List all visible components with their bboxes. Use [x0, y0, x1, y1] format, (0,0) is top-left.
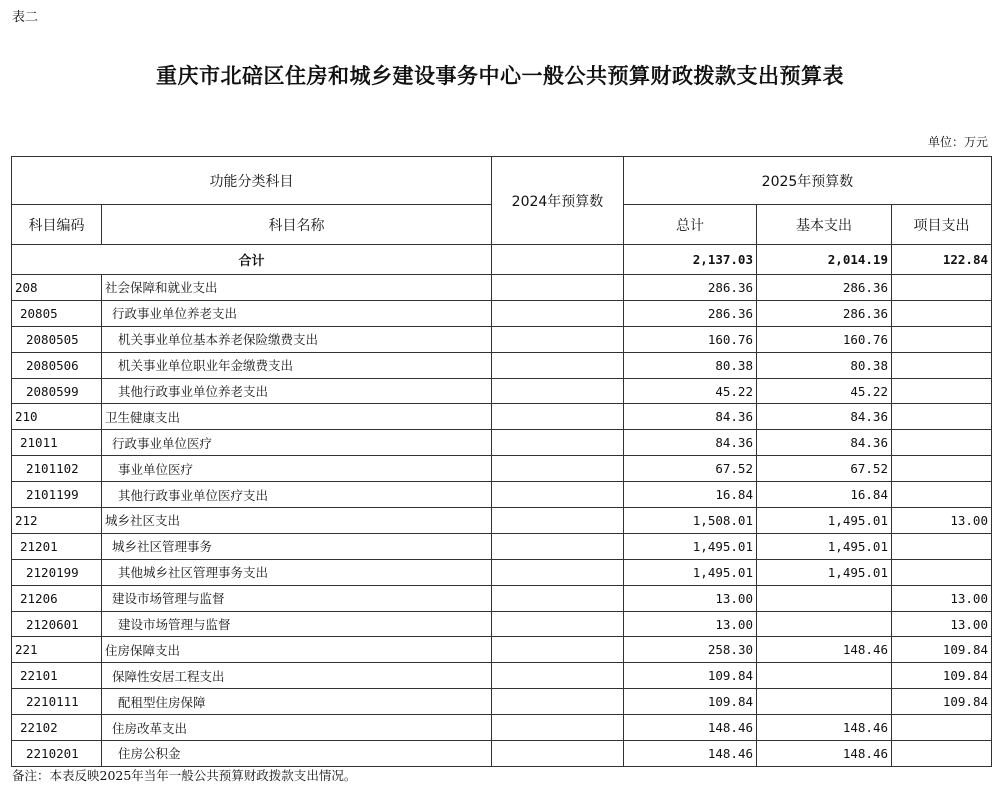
row-name: 行政事业单位养老支出: [102, 300, 492, 326]
row-basic: 148.46: [757, 741, 892, 767]
header-cur-budget: 2025年预算数: [624, 157, 992, 205]
row-code: 210: [12, 404, 102, 430]
row-project: 13.00: [892, 585, 992, 611]
table-row: [12, 663, 992, 689]
row-prev-budget: [492, 326, 624, 352]
table-row: [12, 482, 992, 508]
row-total: 16.84: [624, 482, 757, 508]
row-total: 84.36: [624, 430, 757, 456]
header-basic: 基本支出: [757, 205, 892, 245]
table-row: [12, 430, 992, 456]
total-total: 2,137.03: [624, 245, 757, 275]
row-prev-budget: [492, 275, 624, 301]
row-total: 286.36: [624, 275, 757, 301]
row-name: 城乡社区管理事务: [102, 533, 492, 559]
row-code: 221: [12, 637, 102, 663]
header-code: 科目编码: [12, 205, 102, 245]
row-prev-budget: [492, 585, 624, 611]
table-row: [12, 611, 992, 637]
header-func-class: 功能分类科目: [12, 157, 492, 205]
row-project: [892, 741, 992, 767]
row-total: 1,495.01: [624, 559, 757, 585]
row-total: 80.38: [624, 352, 757, 378]
total-prev: [492, 245, 624, 275]
row-project: [892, 300, 992, 326]
table-row: [12, 508, 992, 534]
row-basic: 16.84: [757, 482, 892, 508]
row-prev-budget: [492, 508, 624, 534]
row-name: 卫生健康支出: [102, 404, 492, 430]
row-basic: 1,495.01: [757, 508, 892, 534]
row-prev-budget: [492, 533, 624, 559]
row-basic: 45.22: [757, 378, 892, 404]
table-row: [12, 378, 992, 404]
row-total: 160.76: [624, 326, 757, 352]
row-code: 20805: [12, 300, 102, 326]
table-row: [12, 689, 992, 715]
row-basic: 84.36: [757, 404, 892, 430]
row-code: 22102: [12, 715, 102, 741]
table-row: [12, 715, 992, 741]
row-basic: [757, 689, 892, 715]
row-code: 2120601: [12, 611, 102, 637]
row-prev-budget: [492, 352, 624, 378]
row-name: 住房改革支出: [102, 715, 492, 741]
row-basic: 84.36: [757, 430, 892, 456]
row-basic: [757, 611, 892, 637]
row-project: [892, 326, 992, 352]
row-prev-budget: [492, 611, 624, 637]
row-name: 配租型住房保障: [102, 689, 492, 715]
row-prev-budget: [492, 456, 624, 482]
row-code: 212: [12, 508, 102, 534]
row-basic: 286.36: [757, 275, 892, 301]
table-row: [12, 352, 992, 378]
total-row: [12, 245, 992, 275]
row-total: 67.52: [624, 456, 757, 482]
table-row: [12, 326, 992, 352]
row-code: 21011: [12, 430, 102, 456]
row-name: 机关事业单位基本养老保险缴费支出: [102, 326, 492, 352]
row-project: [892, 715, 992, 741]
row-project: [892, 430, 992, 456]
row-prev-budget: [492, 430, 624, 456]
row-name: 机关事业单位职业年金缴费支出: [102, 352, 492, 378]
table-row: [12, 637, 992, 663]
row-code: 2210201: [12, 741, 102, 767]
total-label: 合计: [12, 245, 492, 275]
row-basic: [757, 585, 892, 611]
row-name: 建设市场管理与监督: [102, 585, 492, 611]
row-code: 22101: [12, 663, 102, 689]
row-prev-budget: [492, 741, 624, 767]
row-code: 2210111: [12, 689, 102, 715]
header-name: 科目名称: [102, 205, 492, 245]
row-code: 2120199: [12, 559, 102, 585]
row-project: [892, 352, 992, 378]
row-project: [892, 404, 992, 430]
row-prev-budget: [492, 482, 624, 508]
row-name: 社会保障和就业支出: [102, 275, 492, 301]
table-row: [12, 559, 992, 585]
table-row: [12, 275, 992, 301]
row-basic: 1,495.01: [757, 533, 892, 559]
row-prev-budget: [492, 378, 624, 404]
row-project: 13.00: [892, 611, 992, 637]
row-name: 其他城乡社区管理事务支出: [102, 559, 492, 585]
row-name: 其他行政事业单位养老支出: [102, 378, 492, 404]
row-name: 住房公积金: [102, 741, 492, 767]
header-prev-budget: 2024年预算数: [492, 157, 624, 245]
row-prev-budget: [492, 715, 624, 741]
row-basic: 286.36: [757, 300, 892, 326]
row-project: [892, 533, 992, 559]
row-total: 13.00: [624, 585, 757, 611]
row-prev-budget: [492, 559, 624, 585]
table-row: [12, 300, 992, 326]
row-name: 其他行政事业单位医疗支出: [102, 482, 492, 508]
row-project: 109.84: [892, 637, 992, 663]
row-basic: 148.46: [757, 715, 892, 741]
page-title: 重庆市北碚区住房和城乡建设事务中心一般公共预算财政拨款支出预算表: [156, 63, 844, 88]
row-project: 109.84: [892, 689, 992, 715]
row-code: 208: [12, 275, 102, 301]
row-basic: 160.76: [757, 326, 892, 352]
table-row: [12, 404, 992, 430]
row-prev-budget: [492, 637, 624, 663]
row-total: 148.46: [624, 715, 757, 741]
row-basic: 1,495.01: [757, 559, 892, 585]
row-total: 286.36: [624, 300, 757, 326]
row-project: [892, 456, 992, 482]
row-project: 109.84: [892, 663, 992, 689]
row-prev-budget: [492, 663, 624, 689]
row-code: 2101199: [12, 482, 102, 508]
row-name: 建设市场管理与监督: [102, 611, 492, 637]
row-prev-budget: [492, 689, 624, 715]
row-total: 258.30: [624, 637, 757, 663]
row-total: 109.84: [624, 689, 757, 715]
row-name: 住房保障支出: [102, 637, 492, 663]
row-name: 事业单位医疗: [102, 456, 492, 482]
row-project: [892, 559, 992, 585]
row-total: 45.22: [624, 378, 757, 404]
table-row: [12, 585, 992, 611]
unit-label: 单位：万元: [927, 135, 988, 149]
footnote: 备注：本表反映2025年当年一般公共预算财政拨款支出情况。: [12, 768, 357, 783]
row-basic: 67.52: [757, 456, 892, 482]
table-row: [12, 533, 992, 559]
row-prev-budget: [492, 300, 624, 326]
row-total: 1,495.01: [624, 533, 757, 559]
row-name: 行政事业单位医疗: [102, 430, 492, 456]
row-project: [892, 378, 992, 404]
row-project: 13.00: [892, 508, 992, 534]
row-code: 21206: [12, 585, 102, 611]
row-name: 保障性安居工程支出: [102, 663, 492, 689]
row-total: 148.46: [624, 741, 757, 767]
row-project: [892, 482, 992, 508]
table-number: 表二: [12, 10, 39, 25]
row-total: 84.36: [624, 404, 757, 430]
row-prev-budget: [492, 404, 624, 430]
budget-table: [11, 156, 992, 767]
row-basic: 148.46: [757, 637, 892, 663]
total-project: 122.84: [892, 245, 992, 275]
row-total: 1,508.01: [624, 508, 757, 534]
header-total: 总计: [624, 205, 757, 245]
table-row: [12, 741, 992, 767]
total-basic: 2,014.19: [757, 245, 892, 275]
row-code: 2080599: [12, 378, 102, 404]
row-total: 109.84: [624, 663, 757, 689]
row-basic: 80.38: [757, 352, 892, 378]
table-row: [12, 456, 992, 482]
row-code: 2101102: [12, 456, 102, 482]
row-total: 13.00: [624, 611, 757, 637]
row-code: 2080506: [12, 352, 102, 378]
header-project: 项目支出: [892, 205, 992, 245]
row-basic: [757, 663, 892, 689]
row-name: 城乡社区支出: [102, 508, 492, 534]
row-project: [892, 275, 992, 301]
row-code: 21201: [12, 533, 102, 559]
row-code: 2080505: [12, 326, 102, 352]
